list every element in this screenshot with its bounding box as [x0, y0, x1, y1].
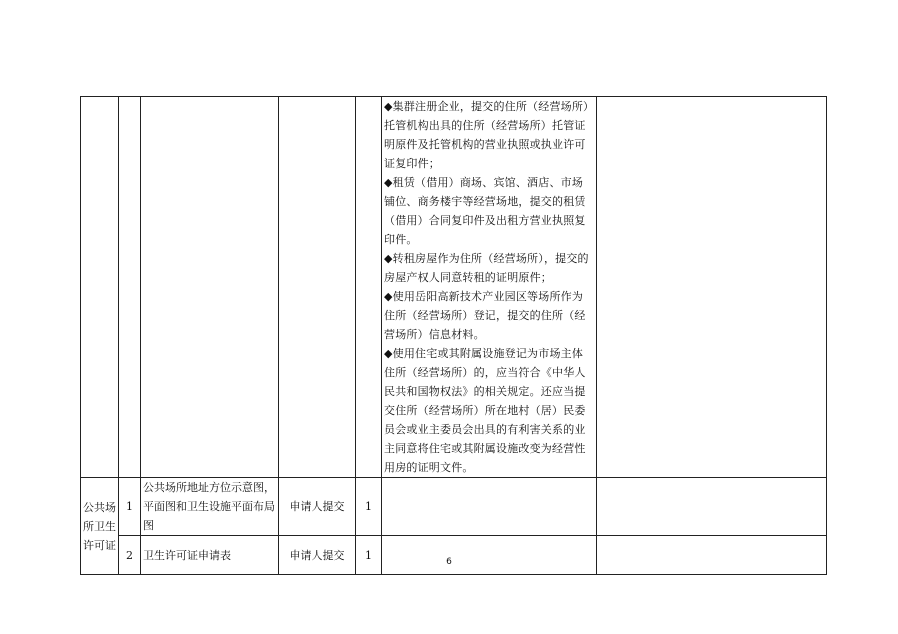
- category-cell: 公共场所卫生许可证: [81, 478, 119, 575]
- material-name: 公共场所地址方位示意图，平面图和卫生设施平面布局图: [141, 478, 279, 536]
- item-number: 2: [119, 536, 141, 575]
- requirements-cell: [382, 478, 597, 536]
- material-list-table: [80, 96, 827, 575]
- remarks-cell: [597, 478, 827, 536]
- requirements-cell: [382, 97, 597, 478]
- copies-count: 1: [356, 478, 382, 536]
- item-number: 1: [119, 478, 141, 536]
- remarks-cell: [597, 536, 827, 575]
- material-name: 卫生许可证申请表: [141, 536, 279, 575]
- page-number: 6: [446, 557, 452, 567]
- source-cell-empty: [279, 97, 356, 478]
- requirement-item: ◆使用住宅或其附属设施登记为市场主体住所（经营场所）的，应当符合《中华人民共和国物权法》的相关规定。还应当提交住所（经营场所）所在地村（居）民委员会或业主委员会出具的有利害关系的业主同意将住宅或其附属设施改变为经营性用房的证明文件。: [384, 347, 586, 474]
- table-row: [81, 536, 827, 575]
- requirement-item: ◆集群注册企业，提交的住所（经营场所）托管机构出具的住所（经营场所）托管证明原件及托管机构的营业执照或执业许可证复印件；: [384, 100, 589, 170]
- requirement-item: ◆使用岳阳高新技术产业园区等场所作为住所（经营场所）登记，提交的住所（经营场所）信息材料。: [384, 290, 586, 341]
- number-cell-empty: [119, 97, 141, 478]
- material-source: 申请人提交: [279, 536, 356, 575]
- requirement-item: ◆转租房屋作为住所（经营场所），提交的房屋产权人同意转租的证明原件；: [384, 252, 589, 284]
- material-source: 申请人提交: [279, 478, 356, 536]
- material-name-cell-empty: [141, 97, 279, 478]
- category-cell-empty: [81, 97, 119, 478]
- table-row: [81, 478, 827, 536]
- copies-count: 1: [356, 536, 382, 575]
- copies-cell-empty: [356, 97, 382, 478]
- requirements-cell: [382, 536, 597, 575]
- requirement-item: ◆租赁（借用）商场、宾馆、酒店、市场铺位、商务楼宇等经营场地，提交的租赁（借用）合同复印件及出租方营业执照复印件。: [384, 176, 586, 246]
- continuation-row: [81, 97, 827, 478]
- remarks-cell-empty: [597, 97, 827, 478]
